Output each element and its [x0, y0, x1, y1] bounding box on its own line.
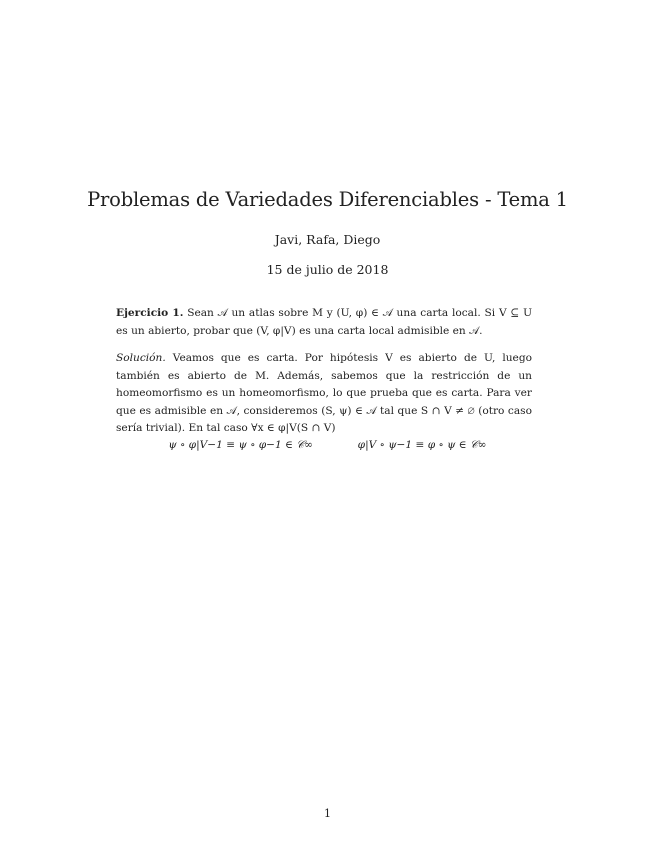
solution-block [116, 350, 532, 438]
exercise-label: Ejercicio 1. [116, 307, 184, 319]
solution-label: Solución. [116, 352, 166, 364]
document-date: 15 de julio de 2018 [266, 262, 389, 277]
exercise-text: Sean 𝒜 un atlas sobre M y (U, φ) ∈ 𝒜 una carta local. Si V ⊆ U es un abierto, probar que (V, φ|V) es una carta local admisible en 𝒜. [116, 307, 532, 337]
equation-2: φ|V ∘ ψ−1 ≡ φ ∘ ψ ∈ 𝒞∞ [357, 439, 487, 451]
exercise-block [116, 305, 532, 340]
page-number: 1 [324, 807, 331, 820]
equation-1: ψ ∘ φ|V−1 ≡ ψ ∘ φ−1 ∈ 𝒞∞ [168, 439, 313, 451]
document-authors: Javi, Rafa, Diego [274, 232, 381, 247]
document-title: Problemas de Variedades Diferenciables - Tema 1 [87, 188, 568, 211]
equations-line [0, 439, 655, 452]
solution-text: Veamos que es carta. Por hipótesis V es abierto de U, luego también es abierto de M. Además, sabemos que la restricción de un homeomorfismo es un homeomorfismo, lo que prueba que es carta. Para ver que es admisible en 𝒜, consideremos (S, ψ) ∈ 𝒜 tal que S ∩ V ≠ ∅ (otro caso sería trivial). En tal caso ∀x ∈ φ|V(S ∩ V) [116, 352, 532, 435]
